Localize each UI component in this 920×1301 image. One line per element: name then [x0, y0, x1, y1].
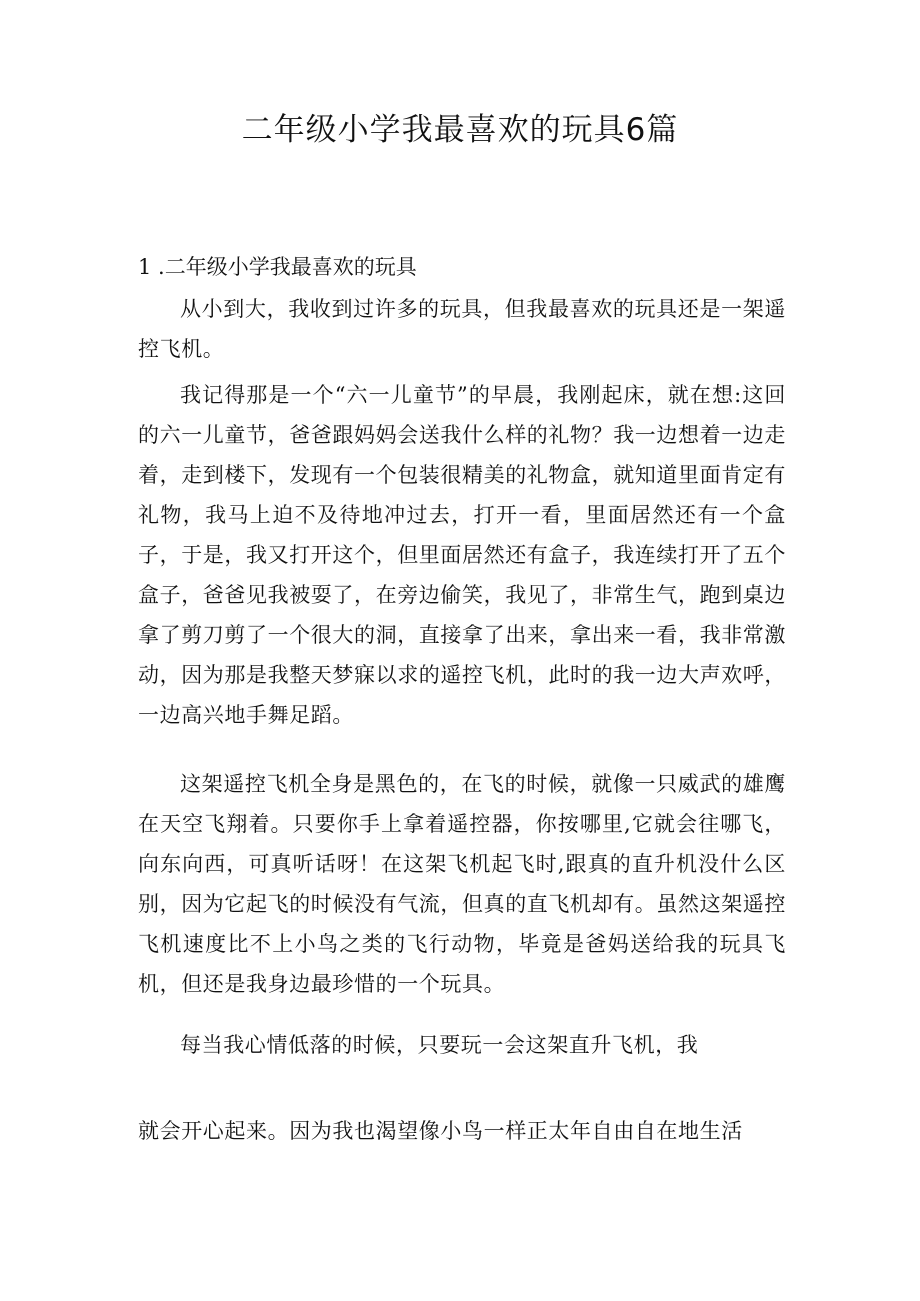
paragraph: 从小到大，我收到过许多的玩具，但我最喜欢的玩具还是一架遥控飞机。: [138, 297, 786, 361]
paragraph: 每当我心情低落的时候，只要玩一会这架直升飞机，我: [180, 1033, 699, 1057]
section-heading: 1 .二年级小学我最喜欢的玩具: [138, 255, 417, 279]
paragraph: 这架遥控飞机全身是黑色的，在飞的时候，就像一只威武的雄鹰在天空飞翔着。只要你手上拿着遥控器，你按哪里,它就会往哪飞，向东向西，可真听话呀！在这架飞机起飞时,跟真的直升机没什么区别，因为它起飞的时候没有气流，但真的直飞机却有。虽然这架遥控飞机速度比不上小鸟之类的飞行动物，毕竟是爸妈送给我的玩具飞机，但还是我身边最珍惜的一个玩具。: [138, 772, 786, 996]
paragraph: 我记得那是一个“六一儿童节”的早晨，我刚起床，就在想:这回的六一儿童节，爸爸跟妈妈会送我什么样的礼物？我一边想着一边走着，走到楼下，发现有一个包装很精美的礼物盒，就知道里面肯定有礼物，我马上迫不及待地冲过去，打开一看，里面居然还有一个盒子，于是，我又打开这个，但里面居然还有盒子，我连续打开了五个盒子，爸爸见我被耍了，在旁边偷笑，我见了，非常生气，跑到桌边拿了剪刀剪了一个很大的洞，直接拿了出来，拿出来一看，我非常激动，因为那是我整天梦寐以求的遥控飞机，此时的我一边大声欢呼，一边高兴地手舞足蹈。: [138, 383, 786, 727]
document-title: 二年级小学我最喜欢的玩具6篇: [241, 112, 679, 148]
paragraph: 就会开心起来。因为我也渴望像小鸟一样正太年自由自在地生活: [138, 1119, 743, 1143]
